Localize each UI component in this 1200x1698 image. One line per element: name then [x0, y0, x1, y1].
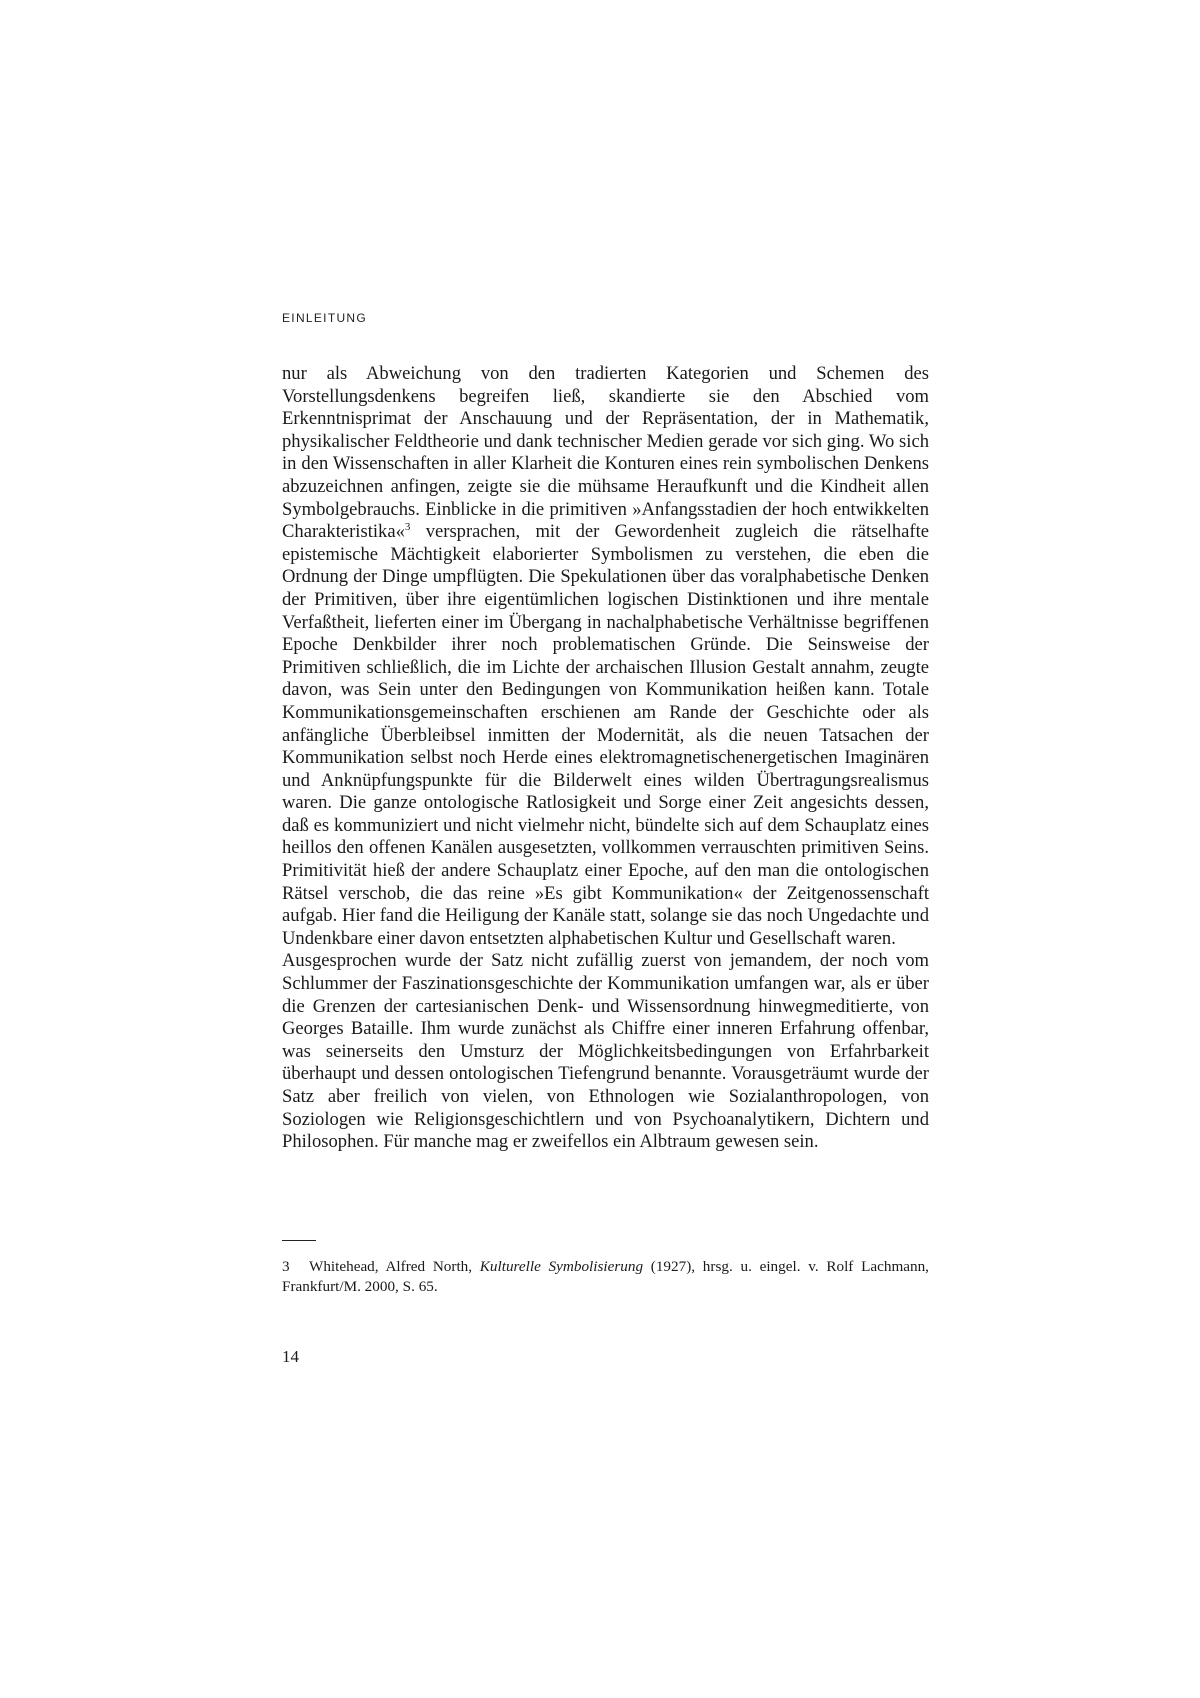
footnote-author: Whitehead, Alfred North,	[309, 1258, 480, 1275]
footnote-publication: (1927), hrsg. u. eingel. v. Rolf Lachmann, Frankfurt/M. 2000, S. 65.	[282, 1258, 929, 1295]
body-text	[282, 363, 929, 1154]
paragraph-1-continuation: versprachen, mit der Gewordenheit zugleich die rätselhafte epistemische Mächtigkeit elaborierter Symbolismen zu verstehen, die eben die Ordnung der Dinge umpflügten. Die Spekulationen über das voralphabetische Denken der Primitiven, über ihre eigentümlichen logischen Distinktionen und ihre mentale Verfaßtheit, lieferten einer im Übergang in nachalphabetische Verhältnisse begriffenen Epoche Denkbilder ihrer noch problematischen Gründe. Die Seinsweise der Primitiven schließlich, die im Lichte der archaischen Illusion Gestalt annahm, zeugte davon, was Sein unter den Bedingungen von Kommunikation heißen kann. Totale Kommunikationsgemeinschaften erschienen am Rande der Geschichte oder als anfängliche Überbleibsel inmitten der Modernität, als die neuen Tatsachen der Kommunikation selbst noch Herde eines elektromagnetischenergetischen Imaginären und Anknüpfungspunkte für die Bilderwelt eines wilden Übertragungsrealismus waren. Die ganze ontologische Ratlosigkeit und Sorge einer Zeit angesichts dessen, daß es kommuniziert und nicht vielmehr nicht, bündelte sich auf dem Schauplatz eines heillos den offenen Kanälen ausgesetzten, vollkommen verrauschten primitiven Seins. Primitivität hieß der andere Schauplatz einer Epoche, auf den man die ontologischen Rätsel verschob, die das reine »Es gibt Kommunikation« der Zeitgenossenschaft aufgab. Hier fand die Heiligung der Kanäle statt, solange sie das noch Ungedachte und Undenkbare einer davon entsetzten alphabetischen Kultur und Gesellschaft waren.	[282, 521, 929, 949]
footnote-number: 3	[282, 1258, 290, 1275]
paragraph-1	[282, 363, 929, 950]
footnote-reference: 3	[404, 521, 411, 534]
paragraph-2: Ausgesprochen wurde der Satz nicht zufällig zuerst von jemandem, der noch vom Schlummer der Faszinationsgeschichte der Kommunikation umfangen war, als er über die Grenzen der cartesianischen Denk- und Wissensordnung hinwegmeditierte, von Georges Bataille. Ihm wurde zunächst als Chiffre einer inneren Erfahrung offenbar, was seinerseits den Umsturz der Möglichkeitsbedingungen von Erfahrbarkeit überhaupt und dessen ontologischen Tiefengrund benannte. Vorausgeträumt wurde der Satz aber freilich von vielen, von Ethnologen wie Sozialanthropologen, von Soziologen wie Religionsgeschichtlern und von Psychoanalytikern, Dichtern und Philosophen. Für manche mag er zweifellos ein Albtraum gewesen sein.	[282, 950, 929, 1153]
footnote	[282, 1257, 929, 1297]
page-number: 14	[282, 1347, 299, 1366]
footnote-rule	[282, 1240, 316, 1241]
footnote-title: Kulturelle Symbolisierung	[479, 1258, 644, 1275]
running-head: EINLEITUNG	[282, 311, 368, 325]
paragraph-1-text: nur als Abweichung von den tradierten Kategorien und Schemen des Vorstellungsdenkens begreifen ließ, skandierte sie den Abschied vom Erkenntnisprimat der Anschauung und der Repräsentation, der in Mathematik, physikalischer Feldtheorie und dank technischer Medien gerade vor sich ging. Wo sich in den Wissenschaften in aller Klarheit die Konturen eines rein symbolischen Denkens abzuzeichnen anfingen, zeigte sie die mühsame Heraufkunft und die Kindheit allen Symbolgebrauchs. Einblicke in die primitiven »Anfangsstadien der hoch entwikkelten Charakteristika«	[282, 363, 929, 543]
